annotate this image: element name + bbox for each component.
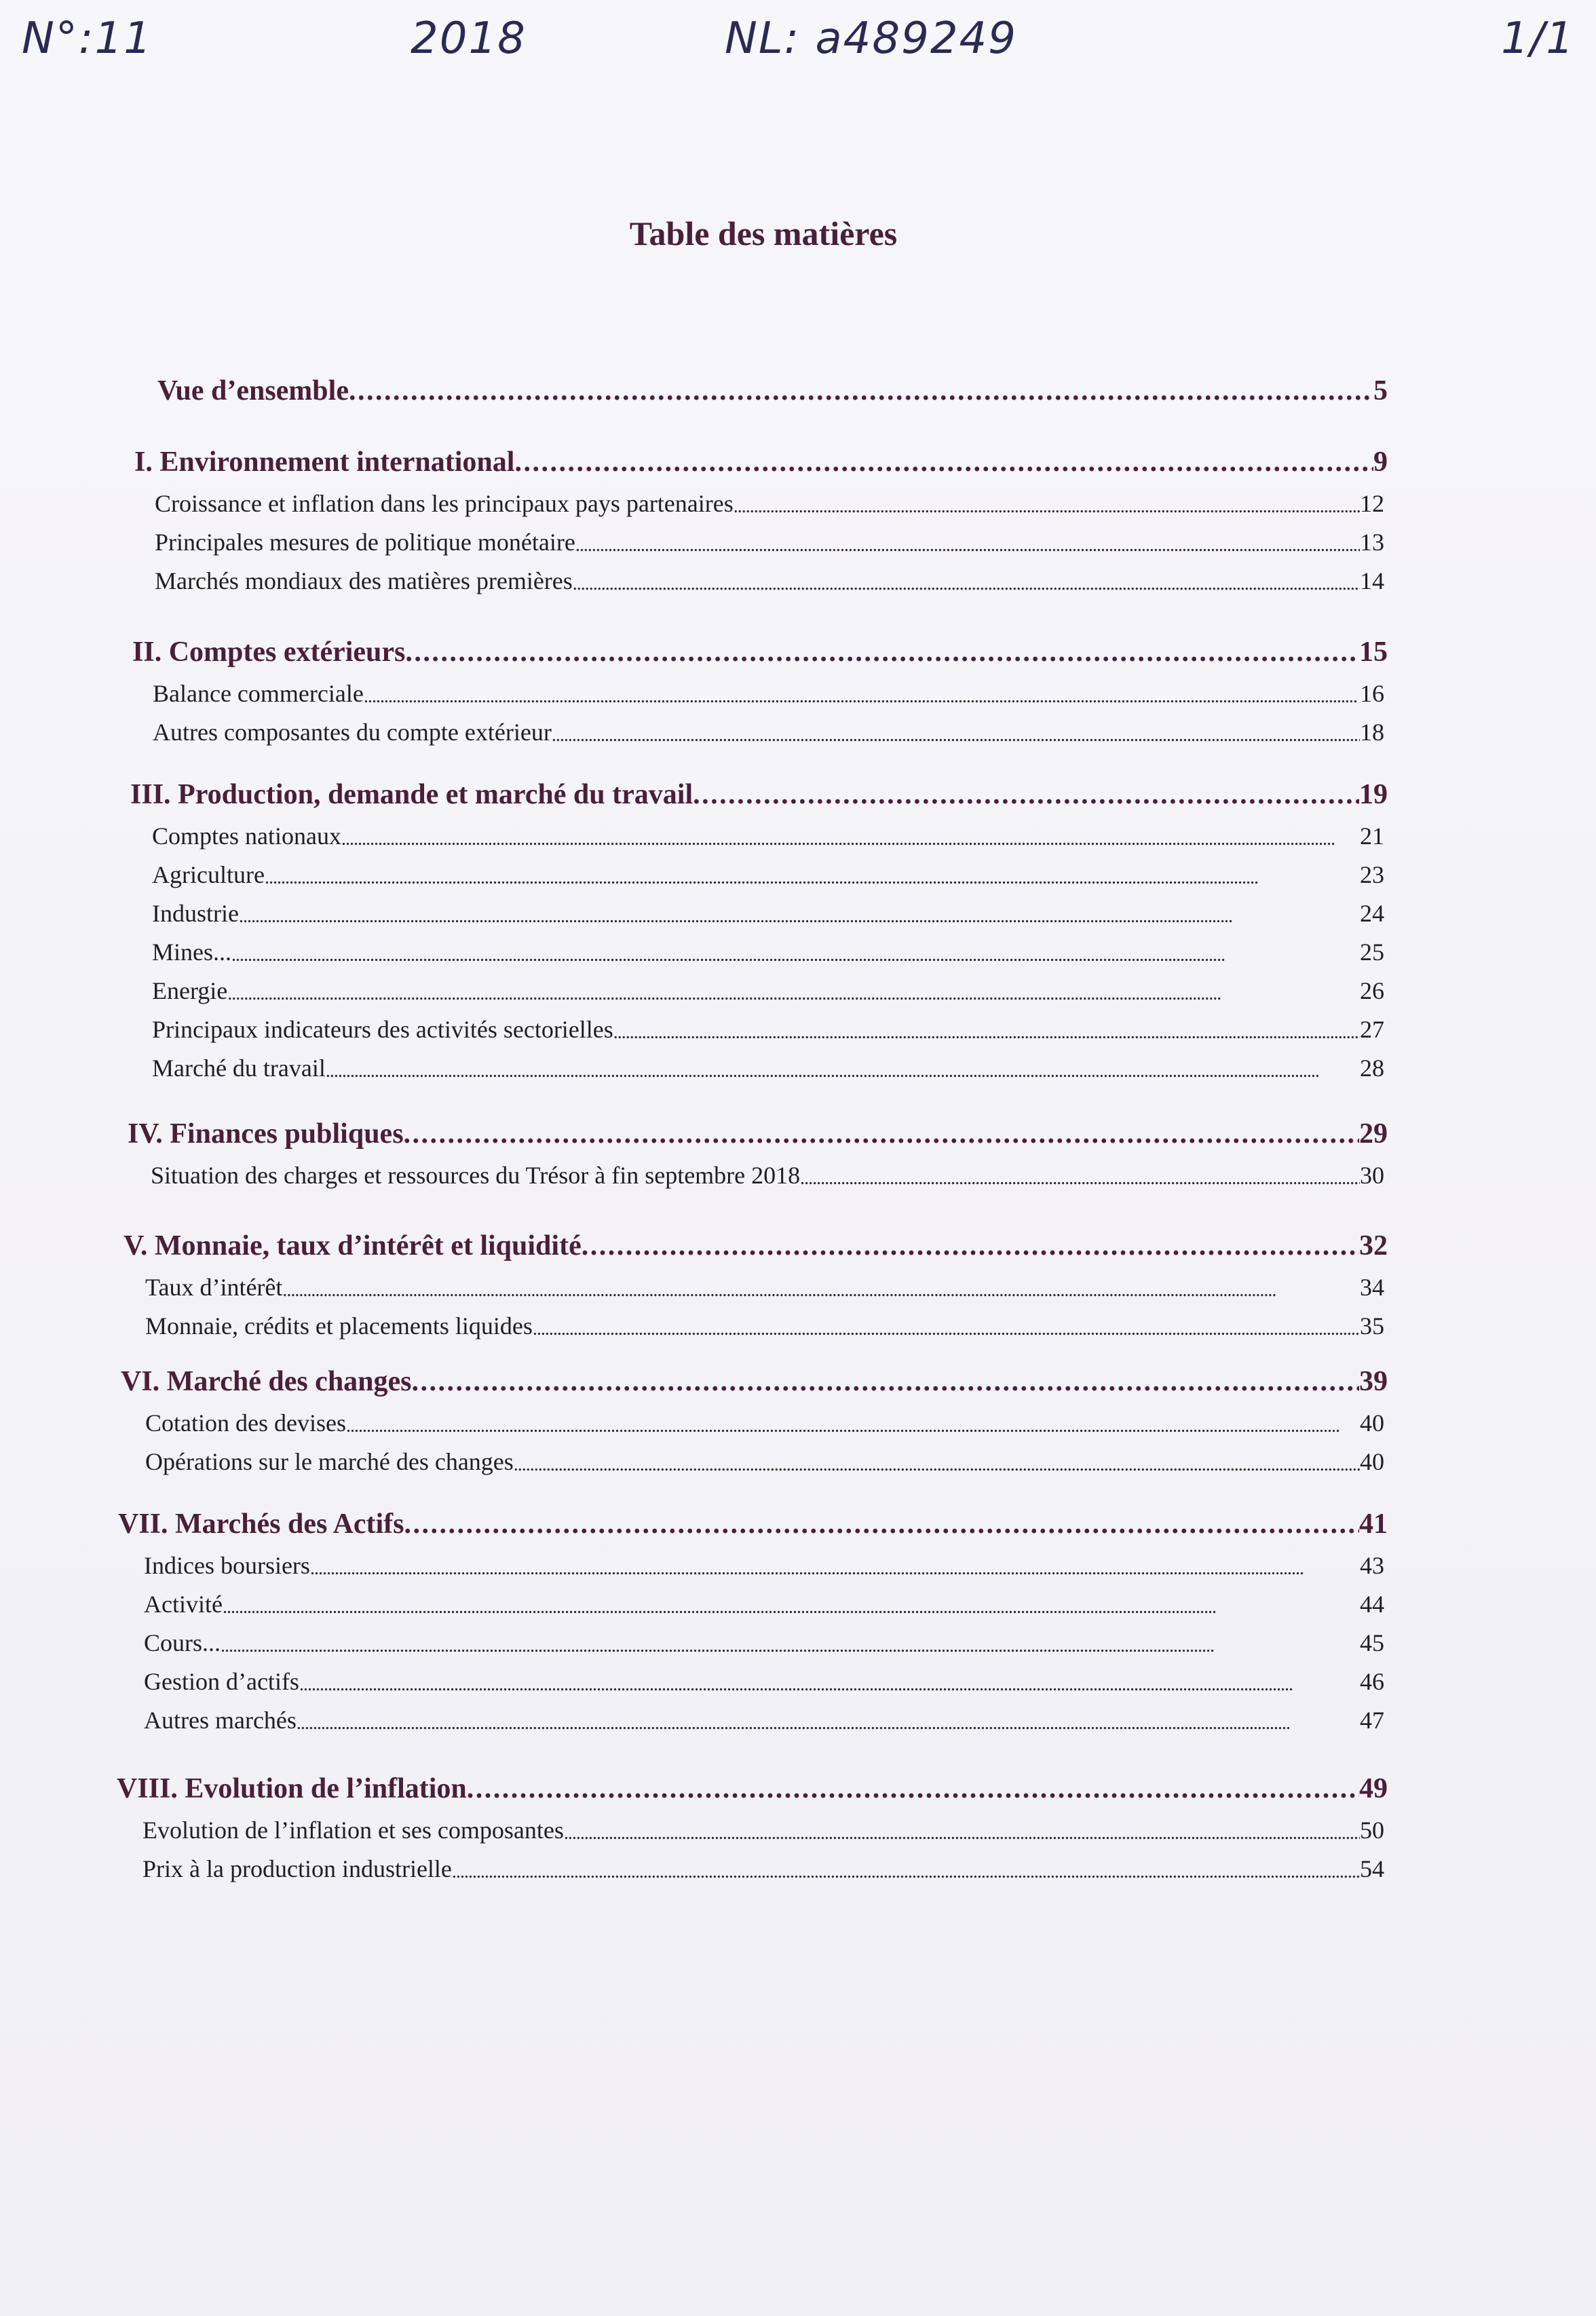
toc-entry-label: VII. Marchés des Actifs: [118, 1508, 404, 1540]
toc-page-number: 40: [1360, 1448, 1384, 1475]
dot-leader: [582, 1230, 1359, 1262]
dot-leader: [326, 1061, 1360, 1082]
dot-leader: [231, 945, 1360, 966]
dot-leader: [564, 1823, 1360, 1844]
toc-entry-label: Cotation des devises: [145, 1409, 346, 1437]
toc-page-number: 27: [1360, 1016, 1384, 1043]
dot-leader: [221, 1635, 1360, 1657]
dot-leader: [297, 1713, 1360, 1734]
toc-entry-label: Mines...: [152, 938, 231, 966]
toc-page-number: 34: [1360, 1274, 1384, 1301]
dot-leader: [404, 1508, 1359, 1540]
toc-entry-label: Situation des charges et ressources du Trésor à fin septembre 2018: [151, 1162, 801, 1189]
toc-section-entry: [121, 1357, 1388, 1398]
handwritten-number: N°:11: [22, 14, 153, 64]
toc-entry-label: Cours...: [144, 1629, 221, 1656]
toc-page-number: 26: [1360, 977, 1384, 1004]
toc-entry-label: Activité: [144, 1591, 223, 1618]
toc-entry-label: Principales mesures de politique monétaire: [155, 529, 575, 556]
toc-subsection-entry: [152, 926, 1384, 966]
dot-leader: [404, 1118, 1359, 1150]
toc-page-number: 19: [1359, 779, 1388, 810]
toc-page-number: 50: [1360, 1817, 1384, 1844]
toc-entry-label: Energie: [152, 977, 228, 1004]
dot-leader: [734, 496, 1360, 518]
toc-page-number: 30: [1360, 1162, 1384, 1189]
toc-subsection-entry: [152, 848, 1384, 889]
toc-subsection-entry: [153, 706, 1384, 746]
toc-page-number: 43: [1360, 1552, 1384, 1579]
dot-leader: [514, 446, 1373, 478]
page-title: Table des matières: [629, 214, 898, 252]
toc-section-entry: [128, 1109, 1388, 1150]
toc-subsection-entry: [144, 1694, 1384, 1734]
toc-page-number: 15: [1359, 637, 1388, 668]
toc-page-number: 21: [1360, 822, 1384, 850]
toc-page-number: 5: [1373, 375, 1388, 406]
toc-entry-label: Vue d’ensemble: [157, 375, 349, 406]
toc-entry-label: Marché du travail: [152, 1055, 326, 1082]
dot-leader: [467, 1772, 1359, 1805]
dot-leader: [223, 1597, 1360, 1618]
toc-subsection-entry: [152, 964, 1384, 1005]
toc-page-number: 16: [1360, 680, 1384, 707]
toc-subsection-entry: [152, 810, 1384, 850]
toc-page-number: 32: [1359, 1230, 1388, 1261]
toc-subsection-entry: [152, 887, 1384, 928]
toc-page-number: 28: [1360, 1055, 1384, 1082]
toc-subsection-entry: [152, 1042, 1384, 1082]
toc-subsection-entry: [144, 1655, 1384, 1696]
toc-page-number: 41: [1359, 1508, 1388, 1540]
toc-entry-label: Croissance et inflation dans les principaux pays partenaires: [155, 490, 734, 517]
toc-entry-label: Marchés mondiaux des matières premières: [155, 567, 573, 594]
toc-entry-label: VI. Marché des changes: [121, 1366, 412, 1397]
toc-entry-label: IV. Finances publiques: [128, 1118, 404, 1150]
toc-section-entry: [132, 628, 1388, 668]
toc-page-number: 35: [1360, 1312, 1384, 1340]
toc-entry-label: Indices boursiers: [144, 1552, 310, 1579]
toc-section-entry: [118, 1500, 1388, 1540]
dot-leader: [364, 686, 1360, 708]
toc-entry-label: II. Comptes extérieurs: [132, 637, 406, 668]
toc-page-number: 18: [1360, 719, 1384, 746]
toc-page-number: 24: [1360, 900, 1384, 927]
dot-leader: [265, 867, 1360, 889]
dot-leader: [227, 983, 1360, 1005]
toc-subsection-entry: [155, 477, 1384, 518]
toc-page-number: 49: [1359, 1773, 1388, 1804]
toc-subsection-entry: [153, 667, 1384, 708]
toc-page-number: 44: [1360, 1591, 1384, 1618]
dot-leader: [412, 1365, 1359, 1398]
dot-leader: [341, 829, 1360, 850]
toc-page-number: 25: [1360, 938, 1384, 966]
toc-page-number: 13: [1360, 529, 1384, 556]
dot-leader: [613, 1022, 1360, 1044]
toc-subsection-entry: [142, 1842, 1384, 1883]
toc-page-number: 14: [1360, 567, 1384, 594]
toc-subsection-entry: [145, 1397, 1384, 1437]
toc-subsection-entry: [145, 1261, 1384, 1302]
handwritten-reference: NL: a489249: [725, 14, 1017, 64]
handwritten-year: 2018: [411, 14, 527, 64]
toc-subsection-entry: [144, 1578, 1384, 1618]
dot-leader: [800, 1168, 1360, 1190]
dot-leader: [405, 636, 1359, 668]
toc-entry-label: VIII. Evolution de l’inflation: [117, 1773, 467, 1804]
toc-entry-label: Industrie: [152, 900, 239, 927]
toc-entry-label: Opérations sur le marché des changes: [145, 1448, 514, 1475]
toc-entry-label: Monnaie, crédits et placements liquides: [145, 1312, 533, 1340]
toc-subsection-entry: [145, 1299, 1384, 1340]
toc-page-number: 9: [1373, 447, 1388, 478]
toc-entry-label: Comptes nationaux: [152, 822, 341, 850]
dot-leader: [452, 1861, 1360, 1883]
toc-entry-label: Evolution de l’inflation et ses composantes: [142, 1817, 564, 1844]
toc-page-number: 40: [1360, 1409, 1384, 1437]
dot-leader: [533, 1318, 1360, 1340]
dot-leader: [552, 725, 1360, 746]
toc-entry-label: Gestion d’actifs: [144, 1668, 299, 1695]
toc-subsection-entry: [145, 1435, 1384, 1476]
toc-page-number: 54: [1360, 1855, 1384, 1882]
dot-leader: [239, 906, 1360, 928]
dot-leader: [573, 573, 1360, 595]
toc-entry-label: Prix à la production industrielle: [142, 1855, 452, 1882]
toc-entry-label: Principaux indicateurs des activités sectorielles: [152, 1016, 613, 1043]
toc-entry-label: Autres marchés: [144, 1707, 297, 1734]
toc-page-number: 45: [1360, 1629, 1384, 1656]
toc-page-number: 47: [1360, 1707, 1384, 1734]
toc-page-number: 39: [1359, 1366, 1388, 1397]
toc-page-number: 23: [1360, 861, 1384, 888]
toc-subsection-entry: [152, 1003, 1384, 1044]
handwritten-page-count: 1/1: [1501, 14, 1575, 64]
dot-leader: [282, 1280, 1360, 1302]
toc-subsection-entry: [144, 1539, 1384, 1580]
toc-entry-label: Balance commerciale: [153, 680, 364, 707]
toc-entry-label: I. Environnement international: [134, 447, 515, 478]
toc-section-entry: [117, 1764, 1388, 1805]
dot-leader: [514, 1454, 1360, 1476]
toc-subsection-entry: [155, 516, 1384, 556]
toc-section-entry: [157, 366, 1388, 407]
dot-leader: [346, 1416, 1360, 1437]
dot-leader: [575, 535, 1360, 556]
dot-leader: [349, 375, 1373, 407]
toc-section-entry: [124, 1221, 1388, 1262]
toc-entry-label: Agriculture: [152, 861, 265, 888]
toc-section-entry: [130, 770, 1388, 811]
toc-entry-label: V. Monnaie, taux d’intérêt et liquidité: [124, 1230, 582, 1261]
toc-entry-label: Taux d’intérêt: [145, 1274, 283, 1301]
toc-page-number: 29: [1359, 1118, 1388, 1150]
dot-leader: [299, 1674, 1360, 1696]
toc-entry-label: Autres composantes du compte extérieur: [153, 719, 552, 746]
toc-entry-label: III. Production, demande et marché du travail: [130, 779, 694, 810]
toc-subsection-entry: [144, 1616, 1384, 1657]
dot-leader: [310, 1558, 1360, 1580]
dot-leader: [693, 778, 1359, 811]
toc-page-number: 12: [1360, 490, 1384, 517]
toc-subsection-entry: [151, 1149, 1384, 1190]
toc-subsection-entry: [142, 1804, 1384, 1844]
toc-subsection-entry: [155, 554, 1384, 595]
toc-page-number: 46: [1360, 1668, 1384, 1695]
toc-section-entry: [134, 438, 1388, 478]
